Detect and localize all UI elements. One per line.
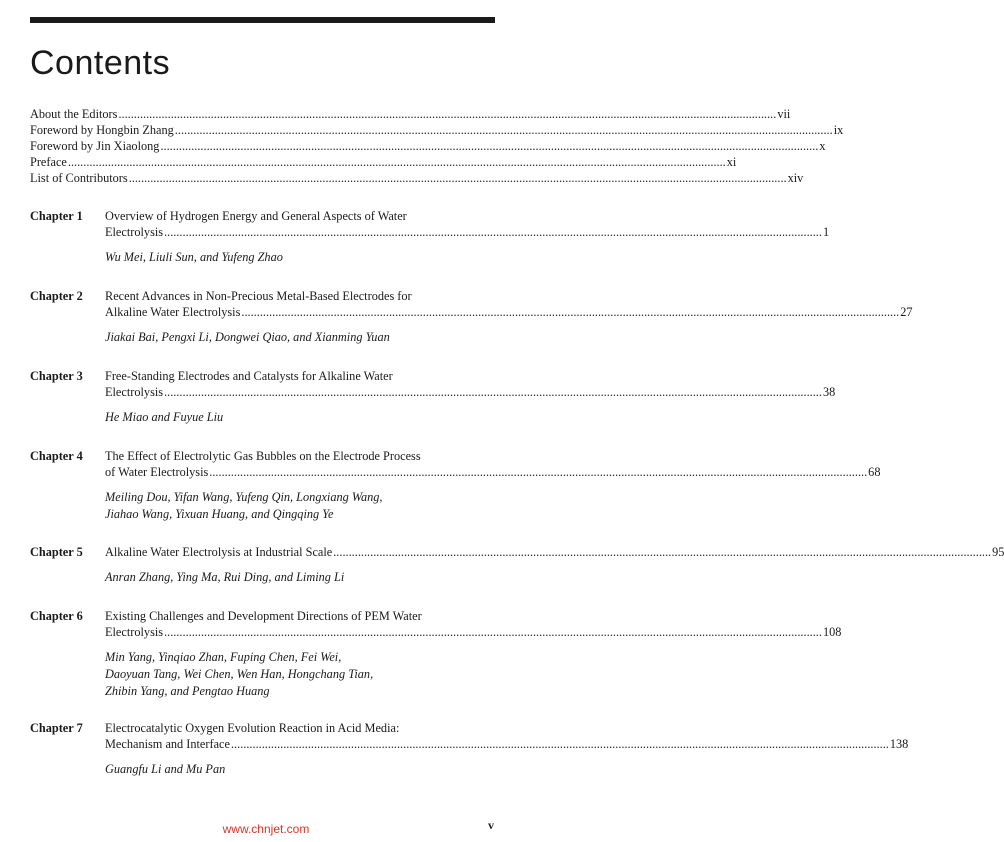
toc-entry-title: Foreword by Hongbin Zhang — [30, 123, 174, 137]
chapter-authors — [105, 649, 841, 700]
author-line: Min Yang, Yinqiao Zhan, Fuping Chen, Fei Wei, — [105, 650, 342, 664]
chapter-title-line: Overview of Hydrogen Energy and General Aspects of Water — [105, 209, 407, 223]
author-line: Zhibin Yang, and Pengtao Huang — [105, 684, 270, 698]
chapter-page: 95 — [992, 545, 1004, 559]
author-line: Wu Mei, Liuli Sun, and Yufeng Zhao — [105, 250, 283, 264]
chapter-label: Chapter 7 — [30, 721, 83, 735]
dot-leader — [129, 170, 787, 186]
front-matter-list — [30, 106, 844, 186]
chapter-title-line: Electrolysis — [105, 385, 164, 399]
chapter-title-line: Alkaline Water Electrolysis at Industrial Scale — [105, 545, 333, 559]
dot-leader — [333, 544, 991, 560]
chapter-page: 27 — [900, 305, 913, 319]
chapter-list — [30, 208, 1004, 800]
author-line: Anran Zhang, Ying Ma, Rui Ding, and Liming Li — [105, 570, 345, 584]
chapter-authors — [105, 409, 835, 426]
chapter-authors — [105, 329, 913, 346]
author-line: Meiling Dou, Yifan Wang, Yufeng Qin, Longxiang Wang, — [105, 490, 383, 504]
chapter-authors — [105, 249, 829, 266]
chapter-label: Chapter 5 — [30, 545, 83, 559]
author-line: Daoyuan Tang, Wei Chen, Wen Han, Hongchang Tian, — [105, 667, 374, 681]
chapter-page: 68 — [868, 465, 881, 479]
page-number: v — [488, 818, 494, 832]
toc-entry-page: vii — [777, 107, 791, 121]
toc-entry-about-editors[interactable] — [30, 106, 791, 122]
toc-entry-page: xi — [726, 155, 737, 169]
chapter-entry-6[interactable] — [30, 608, 842, 720]
toc-entry-foreword-jin[interactable] — [30, 138, 826, 154]
chapter-title-line: of Water Electrolysis — [105, 465, 209, 479]
toc-entry-title: About the Editors — [30, 107, 118, 121]
toc-entry-page: x — [819, 139, 826, 153]
toc-entry-title: List of Contributors — [30, 171, 128, 185]
dot-leader — [231, 736, 889, 752]
author-line: Jiakai Bai, Pengxi Li, Dongwei Qiao, and Xianming Yuan — [105, 330, 390, 344]
top-rule — [30, 17, 495, 23]
chapter-page: 138 — [889, 737, 909, 751]
chapter-title-line: Electrolysis — [105, 625, 164, 639]
chapter-label: Chapter 4 — [30, 449, 83, 463]
chapter-label: Chapter 1 — [30, 209, 83, 223]
dot-leader — [160, 138, 818, 154]
toc-entry-page: ix — [833, 123, 844, 137]
dot-leader — [68, 154, 726, 170]
chapter-title-line: Mechanism and Interface — [105, 737, 230, 751]
dot-leader — [164, 224, 822, 240]
chapter-title-line: The Effect of Electrolytic Gas Bubbles on the Electrode Process — [105, 449, 421, 463]
dot-leader — [175, 122, 833, 138]
author-line: Jiahao Wang, Yixuan Huang, and Qingqing Ye — [105, 507, 334, 521]
dot-leader — [209, 464, 867, 480]
toc-entry-title: Foreword by Jin Xiaolong — [30, 139, 160, 153]
toc-entry-contributors[interactable] — [30, 170, 804, 186]
chapter-title-line: Alkaline Water Electrolysis — [105, 305, 241, 319]
chapter-entry-4[interactable] — [30, 448, 881, 544]
chapter-authors — [105, 489, 880, 523]
chapter-authors — [105, 761, 908, 778]
chapter-label: Chapter 6 — [30, 609, 83, 623]
footer-watermark-url: www.chnjet.com — [222, 822, 310, 836]
chapter-title-line: Free-Standing Electrodes and Catalysts for Alkaline Water — [105, 369, 393, 383]
toc-entry-foreword-zhang[interactable] — [30, 122, 844, 138]
toc-entry-page: xiv — [787, 171, 804, 185]
chapter-entry-2[interactable] — [30, 288, 913, 368]
chapter-entry-7[interactable] — [30, 720, 909, 800]
chapter-entry-1[interactable] — [30, 208, 830, 288]
chapter-page: 38 — [822, 385, 836, 399]
chapter-title-line: Electrocatalytic Oxygen Evolution Reaction in Acid Media: — [105, 721, 400, 735]
chapter-title-line: Existing Challenges and Development Directions of PEM Water — [105, 609, 422, 623]
dot-leader — [164, 384, 822, 400]
toc-entry-preface[interactable] — [30, 154, 737, 170]
chapter-title-line: Recent Advances in Non-Precious Metal-Based Electrodes for — [105, 289, 412, 303]
chapter-authors — [105, 569, 1004, 586]
dot-leader — [118, 106, 776, 122]
author-line: He Miao and Fuyue Liu — [105, 410, 224, 424]
chapter-label: Chapter 2 — [30, 289, 83, 303]
chapter-entry-5[interactable] — [30, 544, 1004, 608]
toc-entry-title: Preface — [30, 155, 67, 169]
chapter-page: 108 — [822, 625, 842, 639]
page-title: Contents — [30, 44, 171, 82]
author-line: Guangfu Li and Mu Pan — [105, 762, 226, 776]
chapter-page: 1 — [822, 225, 830, 239]
dot-leader — [241, 304, 899, 320]
chapter-entry-3[interactable] — [30, 368, 836, 448]
chapter-title-line: Electrolysis — [105, 225, 164, 239]
dot-leader — [164, 624, 822, 640]
chapter-label: Chapter 3 — [30, 369, 83, 383]
